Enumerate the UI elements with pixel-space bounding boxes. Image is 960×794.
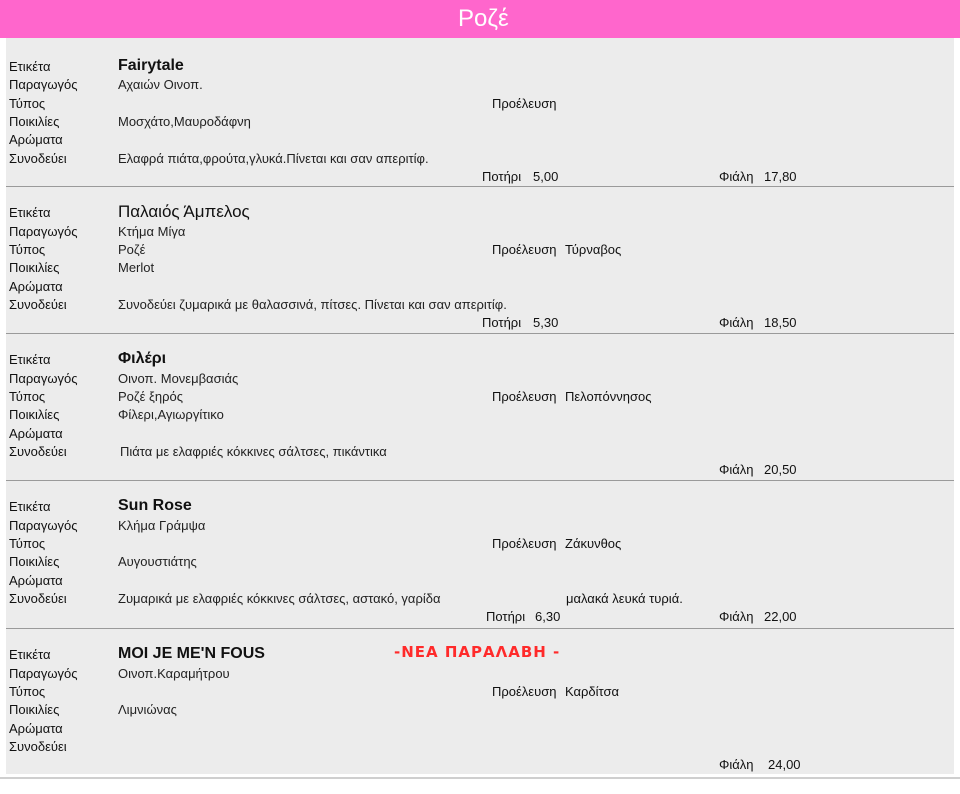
producer-value: Οινοπ. Μονεμβασιάς (118, 371, 239, 386)
type-caption: Τύπος (9, 96, 46, 111)
producer-caption: Παραγωγός (9, 518, 78, 533)
bottom-border (0, 777, 960, 779)
bottle-price: 17,80 (764, 169, 797, 184)
wine-list (6, 38, 954, 774)
wine-name: Παλαιός Άμπελος (118, 202, 250, 221)
producer-value: Αχαιών Οινοπ. (118, 77, 203, 92)
glass-caption: Ποτήρι (482, 169, 522, 184)
type-caption: Τύπος (9, 536, 46, 551)
varieties-value: Μοσχάτο,Μαυροδάφνη (118, 114, 251, 129)
producer-value: Κλήμα Γράμψα (118, 518, 206, 533)
pairs-value: Ελαφρά πιάτα,φρούτα,γλυκά.Πίνεται και σαν απεριτίφ. (118, 151, 429, 166)
label-caption: Ετικέτα (9, 205, 51, 220)
origin-caption: Προέλευση (492, 389, 557, 404)
label-caption: Ετικέτα (9, 352, 51, 367)
origin-value: Καρδίτσα (565, 684, 620, 699)
wine-name: MOI JE ME'N FOUS (118, 645, 265, 662)
producer-caption: Παραγωγός (9, 77, 78, 92)
new-arrival-badge: -ΝΕΑ ΠΑΡΑΛΑΒΗ - (394, 643, 561, 661)
varieties-value: Αυγουστιάτης (118, 554, 197, 569)
pairs-value: Πιάτα με ελαφριές κόκκινες σάλτσες, πικάντικα (120, 444, 387, 459)
varieties-caption: Ποικιλίες (9, 407, 60, 422)
producer-caption: Παραγωγός (9, 666, 78, 681)
pairs-caption: Συνοδεύει (9, 739, 67, 754)
varieties-value: Merlot (118, 260, 155, 275)
wine-name: Φιλέρι (118, 350, 167, 367)
bottle-price: 20,50 (764, 462, 797, 477)
varieties-caption: Ποικιλίες (9, 554, 60, 569)
origin-value: Πελοπόννησος (565, 389, 652, 404)
aromas-caption: Αρώματα (9, 132, 63, 147)
page-title: Ροζέ (458, 5, 509, 32)
producer-caption: Παραγωγός (9, 224, 78, 239)
varieties-value: Λιμνιώνας (118, 702, 177, 717)
varieties-value: Φίλερι,Αγιωργίτικο (118, 407, 224, 422)
bottle-price: 22,00 (764, 609, 797, 624)
varieties-caption: Ποικιλίες (9, 114, 60, 129)
glass-price: 5,30 (533, 315, 559, 330)
label-caption: Ετικέτα (9, 59, 51, 74)
producer-value: Οινοπ.Καραμήτρου (118, 666, 230, 681)
bottle-caption: Φιάλη (719, 757, 754, 772)
glass-caption: Ποτήρι (482, 315, 522, 330)
type-value: Ροζέ (118, 242, 146, 257)
type-caption: Τύπος (9, 389, 46, 404)
label-caption: Ετικέτα (9, 647, 51, 662)
type-caption: Τύπος (9, 242, 46, 257)
bottle-caption: Φιάλη (719, 315, 754, 330)
wine-name: Fairytale (118, 57, 184, 74)
glass-price: 5,00 (533, 169, 559, 184)
origin-caption: Προέλευση (492, 536, 557, 551)
varieties-caption: Ποικιλίες (9, 702, 60, 717)
bottle-price: 18,50 (764, 315, 797, 330)
origin-caption: Προέλευση (492, 96, 557, 111)
producer-caption: Παραγωγός (9, 371, 78, 386)
label-caption: Ετικέτα (9, 499, 51, 514)
pairs-value: Συνοδεύει ζυμαρικά με θαλασσινά, πίτσες. Πίνεται και σαν απεριτίφ. (118, 297, 507, 312)
divider (6, 333, 954, 334)
bottle-caption: Φιάλη (719, 609, 754, 624)
origin-value: Τύρναβος (565, 242, 622, 257)
page-header (0, 0, 960, 38)
pairs-value: Ζυμαρικά με ελαφριές κόκκινες σάλτσες, αστακό, γαρίδα (118, 591, 441, 606)
origin-value: Ζάκυνθος (565, 536, 622, 551)
divider (6, 628, 954, 629)
pairs-caption: Συνοδεύει (9, 151, 67, 166)
aromas-caption: Αρώματα (9, 279, 63, 294)
divider (6, 186, 954, 187)
glass-caption: Ποτήρι (486, 609, 526, 624)
divider (6, 480, 954, 481)
pairs-value-extra: μαλακά λευκά τυριά. (566, 591, 683, 606)
wine-name: Sun Rose (118, 497, 192, 514)
pairs-caption: Συνοδεύει (9, 297, 67, 312)
producer-value: Κτήμα Μίγα (118, 224, 186, 239)
aromas-caption: Αρώματα (9, 426, 63, 441)
glass-price: 6,30 (535, 609, 561, 624)
type-caption: Τύπος (9, 684, 46, 699)
type-value: Ροζέ ξηρός (118, 389, 183, 404)
varieties-caption: Ποικιλίες (9, 260, 60, 275)
bottle-caption: Φιάλη (719, 169, 754, 184)
aromas-caption: Αρώματα (9, 573, 63, 588)
origin-caption: Προέλευση (492, 242, 557, 257)
pairs-caption: Συνοδεύει (9, 591, 67, 606)
bottle-price: 24,00 (768, 757, 801, 772)
aromas-caption: Αρώματα (9, 721, 63, 736)
pairs-caption: Συνοδεύει (9, 444, 67, 459)
origin-caption: Προέλευση (492, 684, 557, 699)
bottle-caption: Φιάλη (719, 462, 754, 477)
